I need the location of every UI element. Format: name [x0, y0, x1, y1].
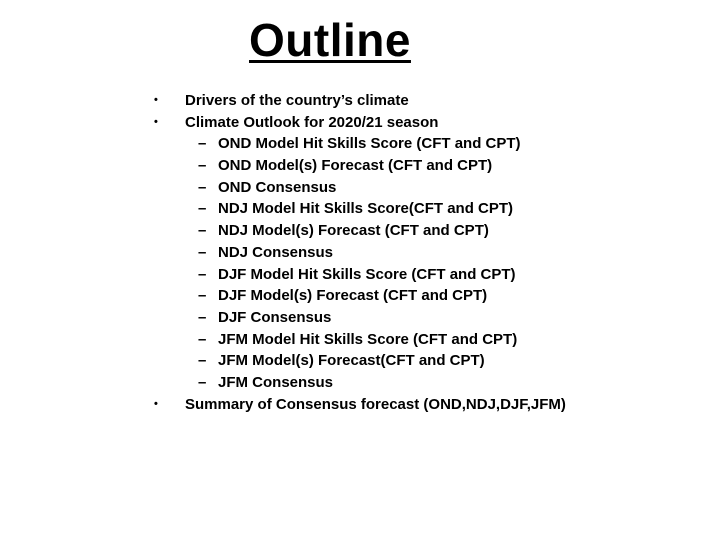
sub-bullet-text: JFM Consensus — [218, 373, 334, 391]
sub-bullet-item — [0, 242, 720, 264]
dash-marker: – — [198, 243, 207, 261]
sub-bullet-item — [0, 285, 720, 307]
sub-bullet-text: NDJ Consensus — [218, 243, 334, 261]
bullet-item — [0, 112, 720, 134]
sub-bullet-text: DJF Model(s) Forecast (CFT and CPT) — [218, 287, 488, 305]
sub-bullet-text: DJF Consensus — [218, 308, 332, 326]
bullet-item — [0, 90, 720, 112]
dash-marker: – — [198, 308, 207, 326]
bullet-marker: • — [154, 397, 158, 410]
sub-bullet-item — [0, 264, 720, 286]
sub-bullet-item — [0, 177, 720, 199]
sub-bullet-item — [0, 372, 720, 394]
sub-bullet-item — [0, 198, 720, 220]
dash-marker: – — [198, 157, 207, 175]
dash-marker: – — [198, 178, 207, 196]
bullet-text: Summary of Consensus forecast (OND,NDJ,DJF,JFM) — [185, 395, 566, 413]
bullet-text: Drivers of the country’s climate — [185, 92, 409, 109]
sub-bullet-text: JFM Model(s) Forecast(CFT and CPT) — [218, 352, 485, 370]
slide-title: Outline — [249, 14, 411, 66]
sub-bullet-text: DJF Model Hit Skills Score (CFT and CPT) — [218, 265, 516, 283]
sub-bullet-item — [0, 220, 720, 242]
sub-bullet-text: NDJ Model Hit Skills Score(CFT and CPT) — [218, 200, 514, 218]
outline-list — [0, 90, 720, 415]
sub-bullet-item — [0, 350, 720, 372]
sub-bullet-item — [0, 307, 720, 329]
bullet-item — [0, 394, 720, 416]
dash-marker: – — [198, 330, 207, 348]
bullet-marker: • — [154, 115, 158, 128]
bullet-text: Climate Outlook for 2020/21 season — [185, 113, 439, 131]
dash-marker: – — [198, 352, 207, 370]
sub-bullet-item — [0, 155, 720, 177]
dash-marker: – — [198, 287, 207, 305]
bullet-marker: • — [154, 94, 158, 106]
sub-bullet-text: OND Model(s) Forecast (CFT and CPT) — [218, 157, 493, 175]
dash-marker: – — [198, 200, 207, 218]
sub-bullet-item — [0, 329, 720, 351]
sub-bullet-item — [0, 133, 720, 155]
sub-bullet-text: NDJ Model(s) Forecast (CFT and CPT) — [218, 222, 489, 240]
dash-marker: – — [198, 265, 207, 283]
sub-bullet-text: OND Consensus — [218, 178, 337, 196]
dash-marker: – — [198, 135, 207, 153]
dash-marker: – — [198, 222, 207, 240]
dash-marker: – — [198, 373, 207, 391]
sub-bullet-text: OND Model Hit Skills Score (CFT and CPT) — [218, 135, 521, 153]
sub-bullet-text: JFM Model Hit Skills Score (CFT and CPT) — [218, 330, 518, 348]
